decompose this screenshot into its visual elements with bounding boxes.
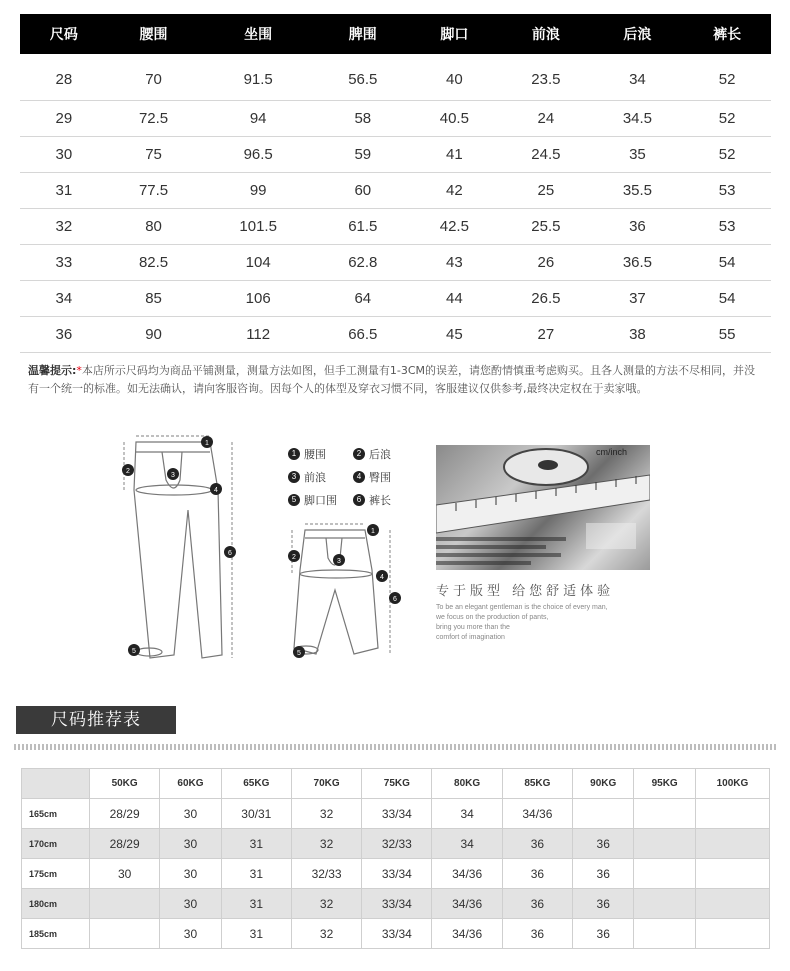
table-cell: 43 <box>409 244 501 280</box>
table-cell: 30 <box>20 136 108 172</box>
table-cell: 52 <box>683 100 771 136</box>
size-cell <box>634 919 695 949</box>
size-cell <box>695 799 769 829</box>
size-cell: 30 <box>160 919 221 949</box>
col-header: 尺码 <box>20 14 108 54</box>
marker-5: 5 <box>297 650 301 657</box>
size-cell: 32 <box>291 919 361 949</box>
size-cell <box>634 799 695 829</box>
table-row <box>22 919 770 949</box>
size-cell: 34/36 <box>432 859 502 889</box>
marker-6: 6 <box>228 550 232 557</box>
table-cell: 37 <box>592 280 684 316</box>
table-cell: 35 <box>592 136 684 172</box>
table-cell: 45 <box>409 316 501 352</box>
size-table <box>20 14 771 353</box>
legend-item: 3 前浪 <box>288 469 353 485</box>
table-cell: 101.5 <box>199 208 317 244</box>
recommend-title: 尺码推荐表 <box>16 706 176 734</box>
size-cell: 28/29 <box>90 799 160 829</box>
table-cell: 42 <box>409 172 501 208</box>
size-cell: 28/29 <box>90 829 160 859</box>
table-cell: 56.5 <box>317 54 409 100</box>
table-cell: 23.5 <box>500 54 592 100</box>
table-cell: 41 <box>409 136 501 172</box>
tip-star: * <box>76 364 82 377</box>
table-cell: 26.5 <box>500 280 592 316</box>
tip-text: 本店所示尺码均为商品平铺测量，测量方法如图，但手工测量有1-3CM的误差，请您酌情慎重考虑购买。且各人测量的方法不尽相同，并没有一个统一的标准。如无法确认，请向客服咨询。因每个人的体型及穿衣习惯不同，客服建议仅供参考,最终决定权在于卖家哦。 <box>28 364 756 395</box>
table-cell: 25 <box>500 172 592 208</box>
size-cell: 31 <box>221 859 291 889</box>
legend-item: 5 脚口围 <box>288 492 353 508</box>
table-cell: 75 <box>108 136 200 172</box>
size-cell <box>573 799 634 829</box>
size-cell: 36 <box>573 919 634 949</box>
col-header: 后浪 <box>592 14 684 54</box>
size-cell: 32/33 <box>291 859 361 889</box>
table-cell: 54 <box>683 244 771 280</box>
size-cell <box>695 829 769 859</box>
table-cell: 34 <box>20 280 108 316</box>
recommend-header <box>22 769 770 799</box>
size-table-body <box>20 54 771 352</box>
table-cell: 36 <box>592 208 684 244</box>
size-cell: 36 <box>573 859 634 889</box>
size-cell: 32/33 <box>362 829 432 859</box>
table-cell: 54 <box>683 280 771 316</box>
height-label: 180cm <box>22 889 90 919</box>
size-cell: 30 <box>90 859 160 889</box>
size-cell: 36 <box>502 919 572 949</box>
size-cell: 30 <box>160 799 221 829</box>
weight-header: 100KG <box>695 769 769 799</box>
size-cell <box>634 889 695 919</box>
legend-item: 1 腰围 <box>288 446 353 462</box>
size-cell: 33/34 <box>362 799 432 829</box>
weight-header: 80KG <box>432 769 502 799</box>
legend-item: 2 后浪 <box>353 446 418 462</box>
marker-1: 1 <box>371 528 375 535</box>
table-cell: 104 <box>199 244 317 280</box>
table-cell: 99 <box>199 172 317 208</box>
marker-2: 2 <box>126 468 130 475</box>
table-cell: 94 <box>199 100 317 136</box>
table-row <box>20 100 771 136</box>
table-cell: 29 <box>20 100 108 136</box>
table-cell: 36 <box>20 316 108 352</box>
size-cell: 31 <box>221 829 291 859</box>
recommend-body <box>22 799 770 949</box>
table-cell: 32 <box>20 208 108 244</box>
size-cell: 34/36 <box>432 889 502 919</box>
col-header: 前浪 <box>500 14 592 54</box>
table-cell: 38 <box>592 316 684 352</box>
size-cell: 32 <box>291 829 361 859</box>
measure-legend <box>288 442 418 511</box>
size-cell: 34/36 <box>432 919 502 949</box>
table-cell: 60 <box>317 172 409 208</box>
table-cell: 53 <box>683 208 771 244</box>
table-row <box>22 889 770 919</box>
size-cell: 31 <box>221 919 291 949</box>
photo-caption: To be an elegant gentleman is the choice of every man, we focus on the production of pants, bring you more than the comfort of imagination <box>436 604 608 641</box>
col-header: 脚口 <box>409 14 501 54</box>
table-cell: 44 <box>409 280 501 316</box>
table-row <box>22 829 770 859</box>
size-cell: 32 <box>291 799 361 829</box>
table-cell: 40 <box>409 54 501 100</box>
size-cell: 30 <box>160 829 221 859</box>
table-row <box>20 136 771 172</box>
size-cell: 34 <box>432 799 502 829</box>
table-cell: 62.8 <box>317 244 409 280</box>
table-cell: 34 <box>592 54 684 100</box>
legend-item: 6 裤长 <box>353 492 418 508</box>
recommend-table <box>21 768 770 949</box>
weight-header: 65KG <box>221 769 291 799</box>
table-cell: 91.5 <box>199 54 317 100</box>
size-cell: 36 <box>502 889 572 919</box>
size-cell: 30 <box>160 859 221 889</box>
table-cell: 40.5 <box>409 100 501 136</box>
table-cell: 24.5 <box>500 136 592 172</box>
table-cell: 55 <box>683 316 771 352</box>
weight-header: 95KG <box>634 769 695 799</box>
table-row <box>20 244 771 280</box>
table-row <box>20 208 771 244</box>
size-cell: 31 <box>221 889 291 919</box>
table-cell: 53 <box>683 172 771 208</box>
table-cell: 26 <box>500 244 592 280</box>
size-cell <box>695 919 769 949</box>
marker-2: 2 <box>292 554 296 561</box>
table-cell: 64 <box>317 280 409 316</box>
table-row <box>20 316 771 352</box>
tip-label: 温馨提示: <box>28 364 77 377</box>
table-cell: 42.5 <box>409 208 501 244</box>
size-cell <box>634 829 695 859</box>
marker-4: 4 <box>214 487 218 494</box>
corner-cell <box>22 769 90 799</box>
table-cell: 66.5 <box>317 316 409 352</box>
table-cell: 31 <box>20 172 108 208</box>
height-label: 170cm <box>22 829 90 859</box>
height-label: 185cm <box>22 919 90 949</box>
table-cell: 52 <box>683 54 771 100</box>
col-header: 坐围 <box>199 14 317 54</box>
weight-header: 90KG <box>573 769 634 799</box>
weight-header: 70KG <box>291 769 361 799</box>
weight-header: 85KG <box>502 769 572 799</box>
table-cell: 58 <box>317 100 409 136</box>
size-table-header <box>20 14 771 54</box>
size-cell: 32 <box>291 889 361 919</box>
col-header: 脾围 <box>317 14 409 54</box>
table-cell: 70 <box>108 54 200 100</box>
table-cell: 59 <box>317 136 409 172</box>
table-cell: 96.5 <box>199 136 317 172</box>
size-cell <box>634 859 695 889</box>
table-row <box>20 172 771 208</box>
marker-1: 1 <box>205 440 209 447</box>
table-cell: 35.5 <box>592 172 684 208</box>
table-cell: 28 <box>20 54 108 100</box>
table-row <box>20 54 771 100</box>
table-cell: 90 <box>108 316 200 352</box>
size-cell: 30/31 <box>221 799 291 829</box>
table-cell: 85 <box>108 280 200 316</box>
marker-3: 3 <box>171 472 175 479</box>
table-cell: 27 <box>500 316 592 352</box>
table-cell: 112 <box>199 316 317 352</box>
table-cell: 61.5 <box>317 208 409 244</box>
size-cell: 34/36 <box>502 799 572 829</box>
table-row <box>20 280 771 316</box>
weight-header: 75KG <box>362 769 432 799</box>
table-cell: 36.5 <box>592 244 684 280</box>
size-cell: 33/34 <box>362 859 432 889</box>
photo-title: 专于版型 给您舒适体验 <box>436 584 615 599</box>
size-cell: 33/34 <box>362 919 432 949</box>
legend-item: 4 臀围 <box>353 469 418 485</box>
size-cell: 36 <box>573 829 634 859</box>
table-cell: 106 <box>199 280 317 316</box>
height-label: 165cm <box>22 799 90 829</box>
table-cell: 33 <box>20 244 108 280</box>
table-cell: 77.5 <box>108 172 200 208</box>
section-divider <box>14 744 776 750</box>
col-header: 腰围 <box>108 14 200 54</box>
size-cell: 36 <box>502 829 572 859</box>
table-cell: 72.5 <box>108 100 200 136</box>
table-cell: 24 <box>500 100 592 136</box>
weight-header: 50KG <box>90 769 160 799</box>
height-label: 175cm <box>22 859 90 889</box>
marker-4: 4 <box>380 574 384 581</box>
size-cell: 33/34 <box>362 889 432 919</box>
size-cell: 36 <box>502 859 572 889</box>
table-cell: 34.5 <box>592 100 684 136</box>
table-cell: 80 <box>108 208 200 244</box>
marker-6: 6 <box>393 596 397 603</box>
table-row <box>22 859 770 889</box>
size-cell <box>90 919 160 949</box>
weight-header: 60KG <box>160 769 221 799</box>
tip-note <box>28 362 758 398</box>
tape-label: cm/inch <box>596 447 628 457</box>
marker-5: 5 <box>132 648 136 655</box>
table-cell: 25.5 <box>500 208 592 244</box>
size-cell: 34 <box>432 829 502 859</box>
tape-measure-photo <box>436 445 650 570</box>
table-cell: 52 <box>683 136 771 172</box>
size-cell <box>695 889 769 919</box>
size-cell: 36 <box>573 889 634 919</box>
tape-measure-icon <box>436 445 650 570</box>
size-cell <box>695 859 769 889</box>
marker-3: 3 <box>337 558 341 565</box>
col-header: 裤长 <box>683 14 771 54</box>
table-row <box>22 799 770 829</box>
size-cell <box>90 889 160 919</box>
size-cell: 30 <box>160 889 221 919</box>
table-cell: 82.5 <box>108 244 200 280</box>
